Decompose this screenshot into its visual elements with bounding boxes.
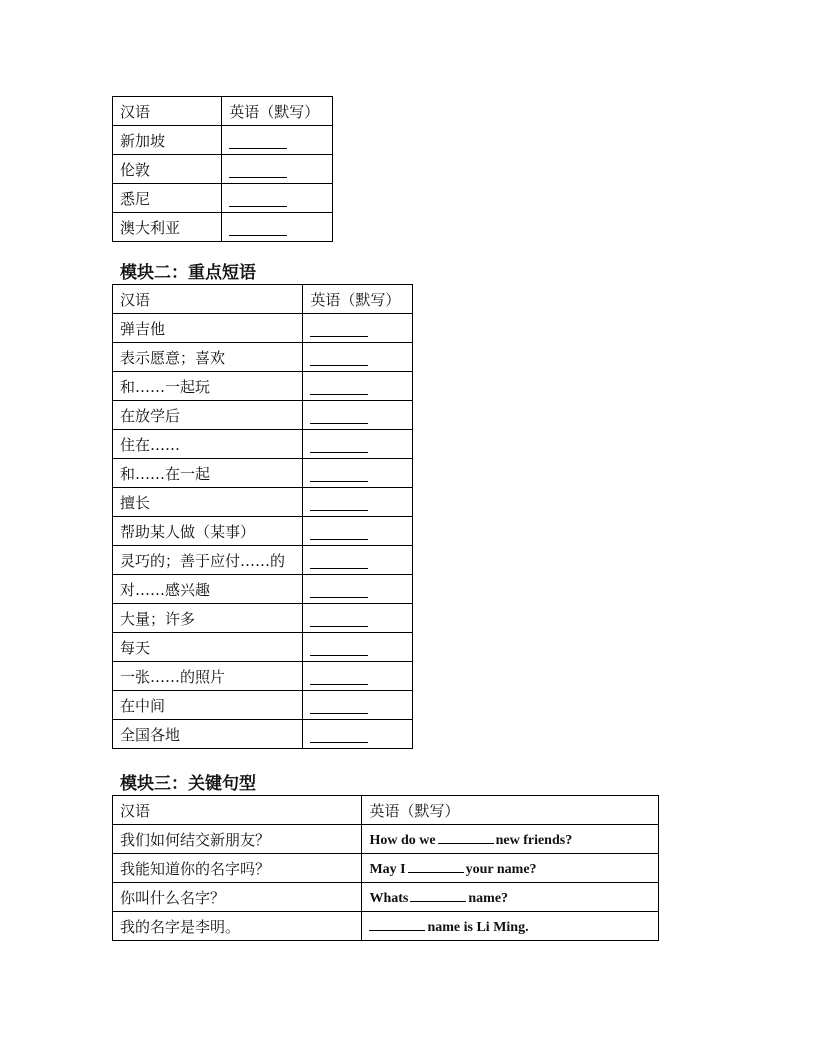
answer-blank[interactable] [438, 829, 494, 844]
answer-blank[interactable] [303, 517, 413, 546]
table-row [113, 314, 413, 343]
answer-blank[interactable] [303, 314, 413, 343]
answer-blank[interactable] [303, 488, 413, 517]
answer-blank[interactable] [369, 916, 425, 931]
answer-blank[interactable] [222, 184, 333, 213]
answer-blank[interactable] [303, 604, 413, 633]
table-row [113, 604, 413, 633]
chinese-phrase: 擅长 [113, 488, 303, 517]
table-row [113, 372, 413, 401]
sentence-start: How do we [369, 833, 436, 848]
phrases-table [112, 284, 413, 749]
answer-blank[interactable] [303, 430, 413, 459]
table-row [113, 430, 413, 459]
table-row [113, 546, 413, 575]
answer-blank[interactable] [222, 126, 333, 155]
chinese-phrase: 在放学后 [113, 401, 303, 430]
answer-blank[interactable] [303, 343, 413, 372]
chinese-phrase: 一张……的照片 [113, 662, 303, 691]
header-english: 英语（默写） [303, 285, 413, 314]
table-row [113, 401, 413, 430]
chinese-sentence: 我们如何结交新朋友？ [113, 825, 362, 854]
chinese-term: 新加坡 [113, 126, 222, 155]
chinese-phrase: 灵巧的；善于应付……的 [113, 546, 303, 575]
table-row [113, 488, 413, 517]
answer-blank[interactable] [222, 213, 333, 242]
chinese-sentence: 我能知道你的名字吗？ [113, 854, 362, 883]
answer-blank[interactable] [303, 546, 413, 575]
chinese-term: 澳大利亚 [113, 213, 222, 242]
table-row [113, 459, 413, 488]
sentences-table [112, 795, 659, 941]
chinese-sentence: 你叫什么名字？ [113, 883, 362, 912]
header-chinese: 汉语 [113, 285, 303, 314]
chinese-phrase: 在中间 [113, 691, 303, 720]
table-row [113, 912, 659, 941]
chinese-phrase: 住在…… [113, 430, 303, 459]
sentence-end: name is Li Ming. [427, 920, 529, 935]
table-row [113, 825, 659, 854]
answer-blank[interactable] [303, 633, 413, 662]
english-sentence [362, 854, 659, 883]
chinese-phrase: 大量；许多 [113, 604, 303, 633]
chinese-phrase: 对……感兴趣 [113, 575, 303, 604]
english-sentence [362, 912, 659, 941]
chinese-term: 伦敦 [113, 155, 222, 184]
answer-blank[interactable] [408, 858, 464, 873]
answer-blank[interactable] [303, 575, 413, 604]
answer-blank[interactable] [303, 720, 413, 749]
chinese-phrase: 帮助某人做（某事） [113, 517, 303, 546]
table-row [113, 184, 333, 213]
module3-heading: 模块三：关键句型 [120, 774, 256, 794]
sentence-end: your name? [465, 862, 537, 877]
answer-blank[interactable] [303, 372, 413, 401]
table-header-row [113, 97, 333, 126]
answer-blank[interactable] [303, 691, 413, 720]
table-row [113, 633, 413, 662]
table-row [113, 213, 333, 242]
answer-blank[interactable] [222, 155, 333, 184]
table-row [113, 662, 413, 691]
table-row [113, 691, 413, 720]
header-chinese: 汉语 [113, 796, 362, 825]
sentence-end: name? [468, 891, 509, 906]
chinese-phrase: 全国各地 [113, 720, 303, 749]
places-table [112, 96, 333, 242]
chinese-phrase: 每天 [113, 633, 303, 662]
header-english: 英语（默写） [222, 97, 333, 126]
english-sentence [362, 883, 659, 912]
chinese-sentence: 我的名字是李明。 [113, 912, 362, 941]
table-row [113, 155, 333, 184]
sentence-end: new friends? [495, 833, 573, 848]
chinese-phrase: 和……一起玩 [113, 372, 303, 401]
table-row [113, 126, 333, 155]
chinese-phrase: 表示愿意；喜欢 [113, 343, 303, 372]
sentence-start: Whats [369, 891, 409, 906]
answer-blank[interactable] [303, 662, 413, 691]
sentence-start: May I [369, 862, 406, 877]
table-row [113, 517, 413, 546]
table-row [113, 854, 659, 883]
table-row [113, 343, 413, 372]
answer-blank[interactable] [303, 401, 413, 430]
table-row [113, 720, 413, 749]
chinese-phrase: 和……在一起 [113, 459, 303, 488]
header-english: 英语（默写） [362, 796, 659, 825]
chinese-term: 悉尼 [113, 184, 222, 213]
table-header-row [113, 285, 413, 314]
chinese-phrase: 弹吉他 [113, 314, 303, 343]
table-row [113, 575, 413, 604]
header-chinese: 汉语 [113, 97, 222, 126]
answer-blank[interactable] [410, 887, 466, 902]
module2-heading: 模块二：重点短语 [120, 263, 256, 283]
table-row [113, 883, 659, 912]
english-sentence [362, 825, 659, 854]
table-header-row [113, 796, 659, 825]
answer-blank[interactable] [303, 459, 413, 488]
